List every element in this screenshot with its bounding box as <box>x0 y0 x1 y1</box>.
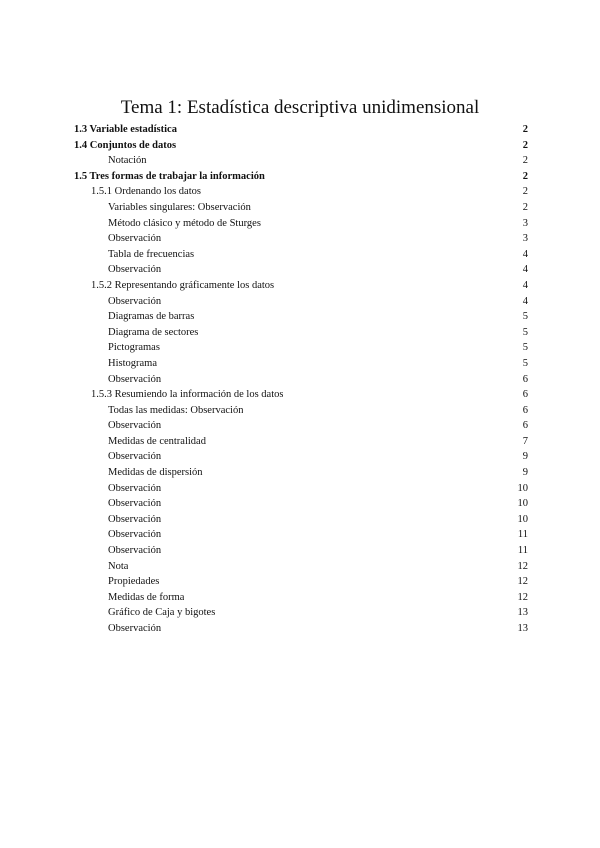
toc-entry-label: Diagramas de barras <box>108 311 195 323</box>
toc-entry[interactable] <box>74 387 528 403</box>
toc-entry-page-number: 2 <box>522 139 528 151</box>
toc-entry-page-number: 6 <box>522 420 528 432</box>
toc-entry[interactable] <box>74 574 528 590</box>
toc-entry-page-number: 5 <box>522 326 528 338</box>
toc-entry[interactable] <box>74 216 528 232</box>
toc-entry[interactable] <box>74 512 528 528</box>
toc-entry-page-number: 12 <box>517 591 528 603</box>
toc-entry-label: Observación <box>108 295 162 307</box>
toc-entry-page-number: 12 <box>517 576 528 588</box>
toc-entry-label: Medidas de dispersión <box>108 467 203 479</box>
toc-entry[interactable] <box>74 543 528 559</box>
toc-entry-page-number: 12 <box>517 560 528 572</box>
toc-entry-label: 1.5.3 Resumiendo la información de los datos <box>91 389 284 401</box>
toc-entry[interactable] <box>74 449 528 465</box>
toc-entry-label: Observación <box>108 529 162 541</box>
toc-entry-label: Todas las medidas: Observación <box>108 404 244 416</box>
page-title: Tema 1: Estadística descriptiva unidimensional <box>120 97 480 118</box>
toc-entry-label: Nota <box>108 560 129 572</box>
toc-entry-page-number: 10 <box>517 482 528 494</box>
toc-entry-label: Tabla de frecuencias <box>108 248 195 260</box>
toc-entry[interactable] <box>74 184 528 200</box>
toc-entry-label: Notación <box>108 155 147 167</box>
toc-entry-label: Observación <box>108 623 162 634</box>
toc-entry[interactable] <box>74 309 528 325</box>
toc-entry-page-number: 2 <box>522 201 528 213</box>
toc-entry-label: Pictogramas <box>108 342 160 354</box>
toc-entry[interactable] <box>74 559 528 575</box>
toc-entry-label: 1.5.1 Ordenando los datos <box>91 186 201 198</box>
toc-entry[interactable] <box>74 169 528 185</box>
toc-entry-page-number: 9 <box>522 451 528 463</box>
toc-entry-page-number: 5 <box>522 311 528 323</box>
toc-entry-label: Observación <box>108 233 162 245</box>
toc-entry-label: Medidas de centralidad <box>108 435 206 447</box>
toc-entry-page-number: 7 <box>522 435 528 447</box>
toc-entry-label: Observación <box>108 264 162 276</box>
toc-entry[interactable] <box>74 231 528 247</box>
toc-entry-page-number: 4 <box>522 264 528 276</box>
toc-entry-page-number: 4 <box>522 295 528 307</box>
toc-entry-page-number: 11 <box>517 545 528 557</box>
toc-entry[interactable] <box>74 434 528 450</box>
toc-entry[interactable] <box>74 325 528 341</box>
toc-entry-page-number: 4 <box>522 248 528 260</box>
toc-entry-label: Observación <box>108 373 162 385</box>
toc-entry-label: Medidas de forma <box>108 591 185 603</box>
toc-entry-page-number: 3 <box>522 217 528 229</box>
toc-entry-page-number: 6 <box>522 373 528 385</box>
toc-entry-label: Observación <box>108 513 162 525</box>
toc-entry-page-number: 6 <box>522 389 528 401</box>
toc-entry[interactable] <box>74 200 528 216</box>
toc-entry[interactable] <box>74 590 528 606</box>
toc-entry-label: Variables singulares: Observación <box>108 201 251 213</box>
toc-entry-page-number: 13 <box>517 607 528 619</box>
toc-entry-label: 1.5.2 Representando gráficamente los datos <box>91 279 275 291</box>
toc-entry-page-number: 10 <box>517 513 528 525</box>
toc-entry-page-number: 9 <box>522 467 528 479</box>
toc-entry[interactable] <box>74 153 528 169</box>
toc-entry-label: Observación <box>108 451 162 463</box>
toc-entry-page-number: 4 <box>522 279 528 291</box>
toc-entry-page-number: 2 <box>522 124 528 135</box>
toc-entry[interactable] <box>74 138 528 154</box>
toc-entry-label: 1.3 Variable estadística <box>74 124 177 135</box>
toc-entry-page-number: 10 <box>517 498 528 510</box>
toc-entry[interactable] <box>74 278 528 294</box>
toc-entry[interactable] <box>74 247 528 263</box>
toc-entry[interactable] <box>74 372 528 388</box>
toc-entry[interactable] <box>74 262 528 278</box>
toc-entry-label: Propiedades <box>108 576 160 588</box>
toc-entry-label: Método clásico y método de Sturges <box>108 217 261 229</box>
toc-entry-label: Diagrama de sectores <box>108 326 199 338</box>
toc-entry-label: Gráfico de Caja y bigotes <box>108 607 216 619</box>
toc-entry-page-number: 11 <box>517 529 528 541</box>
toc-entry-page-number: 5 <box>522 342 528 354</box>
toc-entry-label: 1.4 Conjuntos de datos <box>74 139 177 151</box>
toc-entry[interactable] <box>74 527 528 543</box>
toc-entry[interactable] <box>74 122 528 138</box>
toc-entry-page-number: 6 <box>522 404 528 416</box>
toc-entry[interactable] <box>74 621 528 637</box>
toc-entry-page-number: 5 <box>522 357 528 369</box>
toc-entry-label: Observación <box>108 420 162 432</box>
toc-entry-page-number: 2 <box>522 155 528 167</box>
toc-entry-page-number: 2 <box>522 170 528 182</box>
toc-entry[interactable] <box>74 481 528 497</box>
toc-entry[interactable] <box>74 496 528 512</box>
toc-entry-label: 1.5 Tres formas de trabajar la información <box>74 170 265 182</box>
toc-entry-label: Observación <box>108 498 162 510</box>
toc-entry-page-number: 13 <box>517 623 528 634</box>
table-of-contents <box>74 122 528 637</box>
toc-entry[interactable] <box>74 465 528 481</box>
toc-entry-label: Observación <box>108 482 162 494</box>
toc-entry[interactable] <box>74 605 528 621</box>
toc-entry[interactable] <box>74 294 528 310</box>
toc-entry[interactable] <box>74 340 528 356</box>
toc-entry[interactable] <box>74 403 528 419</box>
toc-entry-label: Observación <box>108 545 162 557</box>
toc-entry-page-number: 3 <box>522 233 528 245</box>
toc-entry-label: Histograma <box>108 357 157 369</box>
toc-entry-page-number: 2 <box>522 186 528 198</box>
toc-entry[interactable] <box>74 356 528 372</box>
toc-entry[interactable] <box>74 418 528 434</box>
